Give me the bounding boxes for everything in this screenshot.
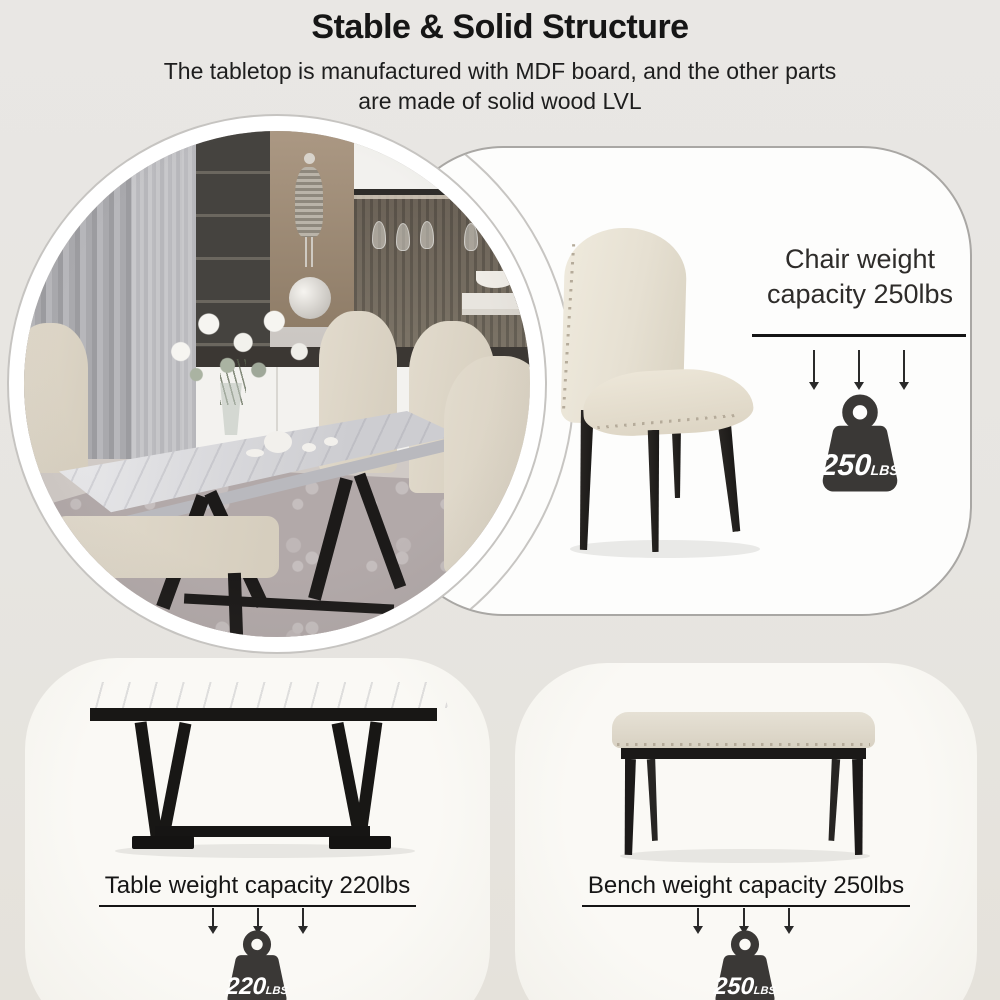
weight-label [811, 449, 909, 483]
down-arrow-icon [212, 908, 214, 926]
bench-shadow [620, 849, 870, 863]
weight-icon [219, 930, 295, 1000]
chair-back-center-leg [670, 428, 683, 498]
down-arrow-icon [257, 908, 259, 926]
table-left-leg-bar [157, 722, 191, 840]
bench-front-right-leg [851, 759, 866, 855]
page-subtitle [0, 56, 1000, 117]
table-left-leg-bar [135, 721, 163, 840]
table-caption-text: Table weight capacity 220lbs [99, 872, 417, 907]
bench-caption-text: Bench weight capacity 250lbs [582, 872, 910, 907]
bench-back-right-leg [827, 759, 841, 841]
down-arrow-icon [788, 908, 790, 926]
weight-value: 250 [819, 449, 873, 482]
table-marble-top [75, 682, 448, 708]
weight-value: 250 [713, 973, 755, 1000]
chair-shadow [570, 540, 760, 558]
chair-front-right-leg [646, 430, 663, 552]
table-apron [90, 708, 437, 721]
down-arrow-icon [743, 908, 745, 926]
subtitle-line-2: are made of solid wood LVL [358, 88, 642, 115]
bench-frame [621, 748, 866, 759]
down-arrow-icon [302, 908, 304, 926]
bench-caption [515, 872, 977, 907]
weight-unit: LBS [753, 985, 777, 998]
chair-back-right-leg [714, 413, 745, 532]
down-arrow-icon [697, 908, 699, 926]
photo-vignette [24, 131, 530, 637]
weight-value: 220 [225, 973, 267, 1000]
page-title: Stable & Solid Structure [311, 8, 689, 46]
chair-caption-line-2: capacity 250lbs [766, 279, 954, 310]
bench-nailhead-trim [617, 743, 870, 746]
chair-caption [697, 242, 972, 312]
bench-front-left-leg [622, 759, 637, 855]
chair-front-left-leg [575, 410, 596, 550]
dining-set-photo-circle [9, 116, 545, 652]
weight-unit: LBS [870, 462, 900, 478]
chair-caption-line-1: Chair weight [784, 244, 936, 274]
weight-label [218, 973, 296, 1000]
photo-bench-leg [75, 576, 90, 637]
bench-back-left-leg [646, 759, 660, 841]
subtitle-line-1: The tabletop is manufactured with MDF board, and the other parts [163, 58, 837, 84]
down-arrow-icon [903, 350, 905, 382]
down-arrow-icon [813, 350, 815, 382]
weight-label [706, 973, 784, 1000]
weight-unit: LBS [265, 985, 289, 998]
table-caption [25, 872, 490, 907]
wine-glass [488, 221, 502, 249]
down-arrow-icon [858, 350, 860, 382]
weight-icon [707, 930, 783, 1000]
weight-icon [812, 394, 908, 494]
table-right-foot [329, 836, 391, 849]
table-left-foot [132, 836, 194, 849]
table-right-leg-bar [332, 722, 366, 840]
caption-divider-line [752, 334, 966, 337]
